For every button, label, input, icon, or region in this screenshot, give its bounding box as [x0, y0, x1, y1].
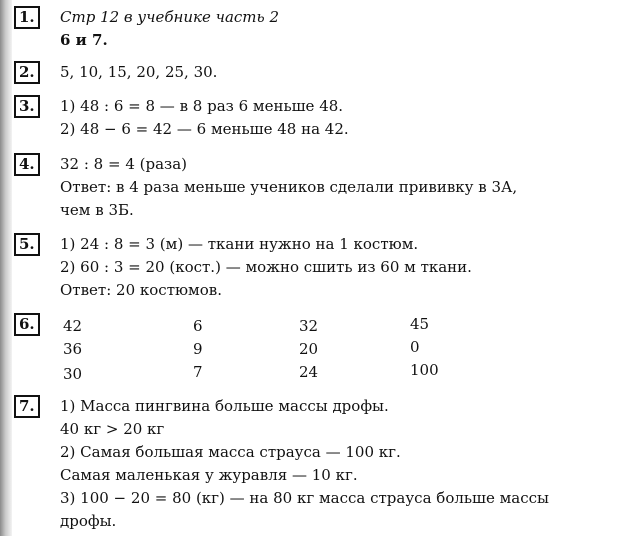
- task-line: Стр 12 в учебнике часть 2: [60, 8, 280, 26]
- task-line: Ответ: 20 костюмов.: [60, 281, 222, 299]
- task-line: 2) 60 : 3 = 20 (кост.) — можно сшить из 60 м ткани.: [60, 258, 472, 276]
- task-number-box: 2.: [14, 61, 40, 84]
- table-cell: 36: [63, 340, 83, 358]
- task-body: [60, 61, 217, 84]
- task-body: [60, 395, 549, 533]
- task-line: 40 кг > 20 кг: [60, 420, 165, 438]
- task-line: Ответ: в 4 раза меньше учеников сделали прививку в 3А,: [60, 178, 518, 196]
- task-line: 32 : 8 = 4 (раза): [60, 155, 188, 173]
- task-line: чем в 3Б.: [60, 201, 134, 219]
- task-line: 1) Масса пингвина больше массы дрофы.: [60, 397, 389, 415]
- table-cell: 7: [193, 363, 203, 381]
- scan-edge-shadow: [0, 0, 12, 536]
- task-number-box: 6.: [14, 313, 40, 336]
- task-line: 1) 48 : 6 = 8 — в 8 раз 6 меньше 48.: [60, 97, 344, 115]
- task-number-box: 4.: [14, 153, 40, 176]
- table-cell: 30: [63, 365, 83, 383]
- table-cell: 24: [299, 363, 319, 381]
- task-line: 5, 10, 15, 20, 25, 30.: [60, 63, 218, 81]
- task-number-box: 7.: [14, 395, 40, 418]
- table-cell: 32: [299, 317, 319, 335]
- table-cell: 20: [299, 340, 319, 358]
- task-line: 2) Самая большая масса страуса — 100 кг.: [60, 443, 401, 461]
- task-body: [60, 6, 279, 52]
- table-cell: 0: [410, 338, 420, 356]
- table-cell: 45: [410, 315, 430, 333]
- task-line: 2) 48 − 6 = 42 — 6 меньше 48 на 42.: [60, 120, 349, 138]
- task-line: Самая маленькая у журавля — 10 кг.: [60, 466, 358, 484]
- task-line: дрофы.: [60, 512, 117, 530]
- table-cell: 9: [193, 340, 203, 358]
- task-number-box: 5.: [14, 233, 40, 256]
- table-cell: 6: [193, 317, 203, 335]
- task-line: 1) 24 : 8 = 3 (м) — ткани нужно на 1 костюм.: [60, 235, 419, 253]
- task-number-box: 1.: [14, 6, 40, 29]
- table-cell: 42: [63, 317, 83, 335]
- task-body: [60, 233, 472, 302]
- task-body: [60, 95, 349, 141]
- task-number-box: 3.: [14, 95, 40, 118]
- task-body: [60, 153, 517, 222]
- task-line: 6 и 7.: [60, 31, 108, 49]
- table-cell: 100: [410, 361, 439, 379]
- task-line: 3) 100 − 20 = 80 (кг) — на 80 кг масса страуса больше массы: [60, 489, 549, 507]
